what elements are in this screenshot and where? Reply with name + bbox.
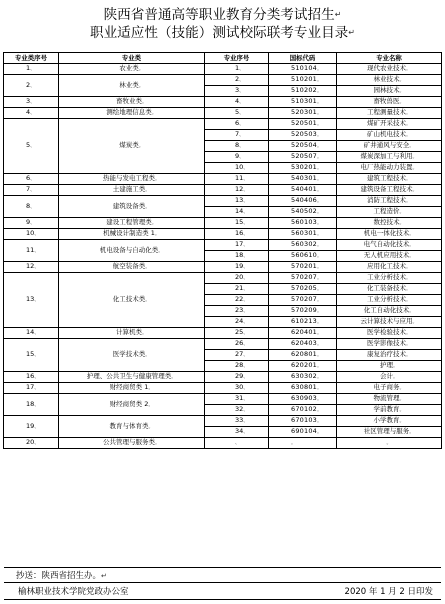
major-name: 机电一体化技术。 xyxy=(337,229,442,240)
major-name: 小学教育。 xyxy=(337,416,442,427)
category-name: 护理、公共卫生与健康管理类。 xyxy=(59,372,205,383)
category-index: 9、 xyxy=(4,218,59,229)
national-code: 540301。 xyxy=(269,174,337,185)
major-name: 矿山机电技术。 xyxy=(337,130,442,141)
major-index: 18、 xyxy=(205,251,269,262)
major-index: 22、 xyxy=(205,295,269,306)
category-index: 3、 xyxy=(4,97,59,108)
header-category: 专业类 xyxy=(59,53,205,64)
major-name: 化工装备技术。 xyxy=(337,284,442,295)
category-index: 20、 xyxy=(4,438,59,449)
major-index: 16、 xyxy=(205,229,269,240)
category-index: 5、 xyxy=(4,119,59,174)
cc-label: 抄送： xyxy=(16,571,42,581)
major-index: 1、 xyxy=(205,64,269,75)
national-code: 570207。 xyxy=(269,273,337,284)
major-index: 28、 xyxy=(205,361,269,372)
national-code: 510202。 xyxy=(269,86,337,97)
major-index: 4、 xyxy=(205,97,269,108)
major-name: 会计。 xyxy=(337,372,442,383)
category-name: 热能与发电工程类。 xyxy=(59,174,205,185)
table-row xyxy=(4,438,442,449)
national-code: 610213。 xyxy=(269,317,337,328)
category-name: 公共管理与服务类。 xyxy=(59,438,205,449)
national-code: 520507。 xyxy=(269,152,337,163)
category-name: 计算机类。 xyxy=(59,328,205,339)
major-index: 、 xyxy=(205,438,269,449)
major-index: 32、 xyxy=(205,405,269,416)
major-index: 6、 xyxy=(205,119,269,130)
major-index: 9、 xyxy=(205,152,269,163)
national-code: 560103。 xyxy=(269,218,337,229)
national-code: 630903。 xyxy=(269,394,337,405)
major-index: 17、 xyxy=(205,240,269,251)
table-row xyxy=(4,416,442,427)
major-name: 煤矿开采技术。 xyxy=(337,119,442,130)
national-code: 620201。 xyxy=(269,361,337,372)
title-line-1: 陕西省普通高等职业教育分类考试招生↵ xyxy=(103,7,342,23)
major-name: 物流管理。 xyxy=(337,394,442,405)
category-name: 林业类。 xyxy=(59,75,205,97)
national-code: 530201。 xyxy=(269,163,337,174)
major-index: 24、 xyxy=(205,317,269,328)
national-code: 570209。 xyxy=(269,306,337,317)
category-name: 畜牧业类。 xyxy=(59,97,205,108)
national-code: 520504。 xyxy=(269,141,337,152)
national-code: 570205。 xyxy=(269,284,337,295)
major-index: 33、 xyxy=(205,416,269,427)
table-row xyxy=(4,328,442,339)
national-code: 670102。 xyxy=(269,405,337,416)
national-code: 690104。 xyxy=(269,427,337,438)
national-code: 540406。 xyxy=(269,196,337,207)
major-name: 消防工程技术。 xyxy=(337,196,442,207)
major-name: 电气自动化技术。 xyxy=(337,240,442,251)
national-code: 620401。 xyxy=(269,328,337,339)
national-code: 630302。 xyxy=(269,372,337,383)
national-code: 570207。 xyxy=(269,295,337,306)
category-name: 教育与体育类。 xyxy=(59,416,205,438)
header-major-name: 专业名称 xyxy=(337,53,442,64)
major-name: 矿井通风与安全。 xyxy=(337,141,442,152)
major-index: 21、 xyxy=(205,284,269,295)
category-index: 8、 xyxy=(4,196,59,218)
table-row xyxy=(4,229,442,240)
category-name: 财经商贸类 2。 xyxy=(59,394,205,416)
title-line-2: 职业适应性（技能）测试校际联考专业目录↵ xyxy=(90,25,355,41)
major-name: 康复治疗技术。 xyxy=(337,350,442,361)
category-index: 6、 xyxy=(4,174,59,185)
major-name: 电子商务。 xyxy=(337,383,442,394)
national-code: 540401。 xyxy=(269,185,337,196)
major-index: 27、 xyxy=(205,350,269,361)
major-index: 15、 xyxy=(205,218,269,229)
national-code: 670103。 xyxy=(269,416,337,427)
category-index: 16、 xyxy=(4,372,59,383)
major-name: 应用化工技术。 xyxy=(337,262,442,273)
category-index: 12、 xyxy=(4,262,59,273)
table-row xyxy=(4,383,442,394)
table-row xyxy=(4,394,442,405)
table-body xyxy=(4,64,442,449)
category-name: 航空装备类。 xyxy=(59,262,205,273)
table-header-row xyxy=(4,53,442,64)
category-index: 19、 xyxy=(4,416,59,438)
major-index: 26、 xyxy=(205,339,269,350)
major-name: 园林技术。 xyxy=(337,86,442,97)
table-row xyxy=(4,97,442,108)
major-index: 29、 xyxy=(205,372,269,383)
national-code: 620801。 xyxy=(269,350,337,361)
national-code: 520503。 xyxy=(269,130,337,141)
category-index: 15、 xyxy=(4,339,59,372)
major-index: 5、 xyxy=(205,108,269,119)
table-row xyxy=(4,339,442,350)
major-name: 煤炭深加工与利用。 xyxy=(337,152,442,163)
major-name: 云计算技术与应用。 xyxy=(337,317,442,328)
major-name: 工程造价。 xyxy=(337,207,442,218)
major-name: 医学检验技术。 xyxy=(337,328,442,339)
national-code: 520501。 xyxy=(269,119,337,130)
category-name: 测绘地理信息类。 xyxy=(59,108,205,119)
major-index: 11、 xyxy=(205,174,269,185)
major-name: 工程测量技术。 xyxy=(337,108,442,119)
table-row xyxy=(4,196,442,207)
major-catalog-table-wrap xyxy=(3,52,441,449)
table-row xyxy=(4,64,442,75)
table-row xyxy=(4,119,442,130)
major-index: 23、 xyxy=(205,306,269,317)
major-name: 建筑设备工程技术。 xyxy=(337,185,442,196)
major-index: 14、 xyxy=(205,207,269,218)
category-name: 煤炭类。 xyxy=(59,119,205,174)
cc-line: 抄送：陕西省招生办。↵ xyxy=(4,567,441,583)
major-index: 10、 xyxy=(205,163,269,174)
major-index: 13、 xyxy=(205,196,269,207)
major-index: 19、 xyxy=(205,262,269,273)
table-row xyxy=(4,218,442,229)
category-name: 建筑设备类。 xyxy=(59,196,205,218)
major-index: 7、 xyxy=(205,130,269,141)
major-index: 25、 xyxy=(205,328,269,339)
category-index: 1、 xyxy=(4,64,59,75)
national-code: 520301。 xyxy=(269,108,337,119)
category-index: 13、 xyxy=(4,273,59,328)
issuing-office: 榆林职业技术学院党政办公室 xyxy=(18,587,129,597)
category-name: 农业类。 xyxy=(59,64,205,75)
category-index: 18、 xyxy=(4,394,59,416)
category-name: 土建施工类。 xyxy=(59,185,205,196)
document-title xyxy=(4,6,441,42)
major-index: 2、 xyxy=(205,75,269,86)
major-index: 20、 xyxy=(205,273,269,284)
national-code: 560302。 xyxy=(269,240,337,251)
category-name: 财经商贸类 1。 xyxy=(59,383,205,394)
major-name: 电厂热能动力装置。 xyxy=(337,163,442,174)
major-index: 3、 xyxy=(205,86,269,97)
category-name: 机电设备与自动化类。 xyxy=(59,240,205,262)
category-index: 7、 xyxy=(4,185,59,196)
major-name: 现代农业技术。 xyxy=(337,64,442,75)
major-name: 数控技术。 xyxy=(337,218,442,229)
table-row xyxy=(4,108,442,119)
major-index: 31、 xyxy=(205,394,269,405)
major-name: 社区管理与服务。 xyxy=(337,427,442,438)
category-index: 10、 xyxy=(4,229,59,240)
national-code: 540502。 xyxy=(269,207,337,218)
major-index: 34、 xyxy=(205,427,269,438)
national-code: 560610。 xyxy=(269,251,337,262)
category-name: 建设工程管理类。 xyxy=(59,218,205,229)
major-name: 林业技术。 xyxy=(337,75,442,86)
major-catalog-table xyxy=(3,52,442,449)
major-name: 学前教育。 xyxy=(337,405,442,416)
header-category-index: 专业类序号 xyxy=(4,53,59,64)
major-name: 无人机应用技术。 xyxy=(337,251,442,262)
major-name: 畜牧兽医。 xyxy=(337,97,442,108)
category-index: 11、 xyxy=(4,240,59,262)
major-name: 。 xyxy=(337,438,442,449)
category-index: 2、 xyxy=(4,75,59,97)
major-name: 工业分析技术。 xyxy=(337,273,442,284)
category-index: 4、 xyxy=(4,108,59,119)
major-index: 12、 xyxy=(205,185,269,196)
category-index: 17、 xyxy=(4,383,59,394)
national-code: 510104。 xyxy=(269,64,337,75)
category-index: 14、 xyxy=(4,328,59,339)
national-code: 570201。 xyxy=(269,262,337,273)
table-row xyxy=(4,262,442,273)
header-national-code: 国标代码 xyxy=(269,53,337,64)
national-code: 560301。 xyxy=(269,229,337,240)
issue-date: 2020 年 1 月 2 日印发 xyxy=(344,587,433,597)
issue-line xyxy=(4,584,441,600)
table-row xyxy=(4,75,442,86)
table-row xyxy=(4,185,442,196)
table-row xyxy=(4,240,442,251)
national-code: 510201。 xyxy=(269,75,337,86)
major-index: 8、 xyxy=(205,141,269,152)
category-name: 机械设计制造类 1。 xyxy=(59,229,205,240)
major-name: 建筑工程技术。 xyxy=(337,174,442,185)
major-name: 工业分析技术。 xyxy=(337,295,442,306)
national-code: 620403。 xyxy=(269,339,337,350)
major-index: 30、 xyxy=(205,383,269,394)
table-row xyxy=(4,372,442,383)
major-name: 化工自动化技术。 xyxy=(337,306,442,317)
cc-value: 陕西省招生办。 xyxy=(41,571,102,581)
national-code: 630801。 xyxy=(269,383,337,394)
table-row xyxy=(4,174,442,185)
major-name: 医学影像技术。 xyxy=(337,339,442,350)
header-major-index: 专业序号 xyxy=(205,53,269,64)
category-name: 化工技术类。 xyxy=(59,273,205,328)
national-code: 。 xyxy=(269,438,337,449)
national-code: 510301。 xyxy=(269,97,337,108)
major-name: 护理。 xyxy=(337,361,442,372)
table-row xyxy=(4,273,442,284)
category-name: 医学技术类。 xyxy=(59,339,205,372)
